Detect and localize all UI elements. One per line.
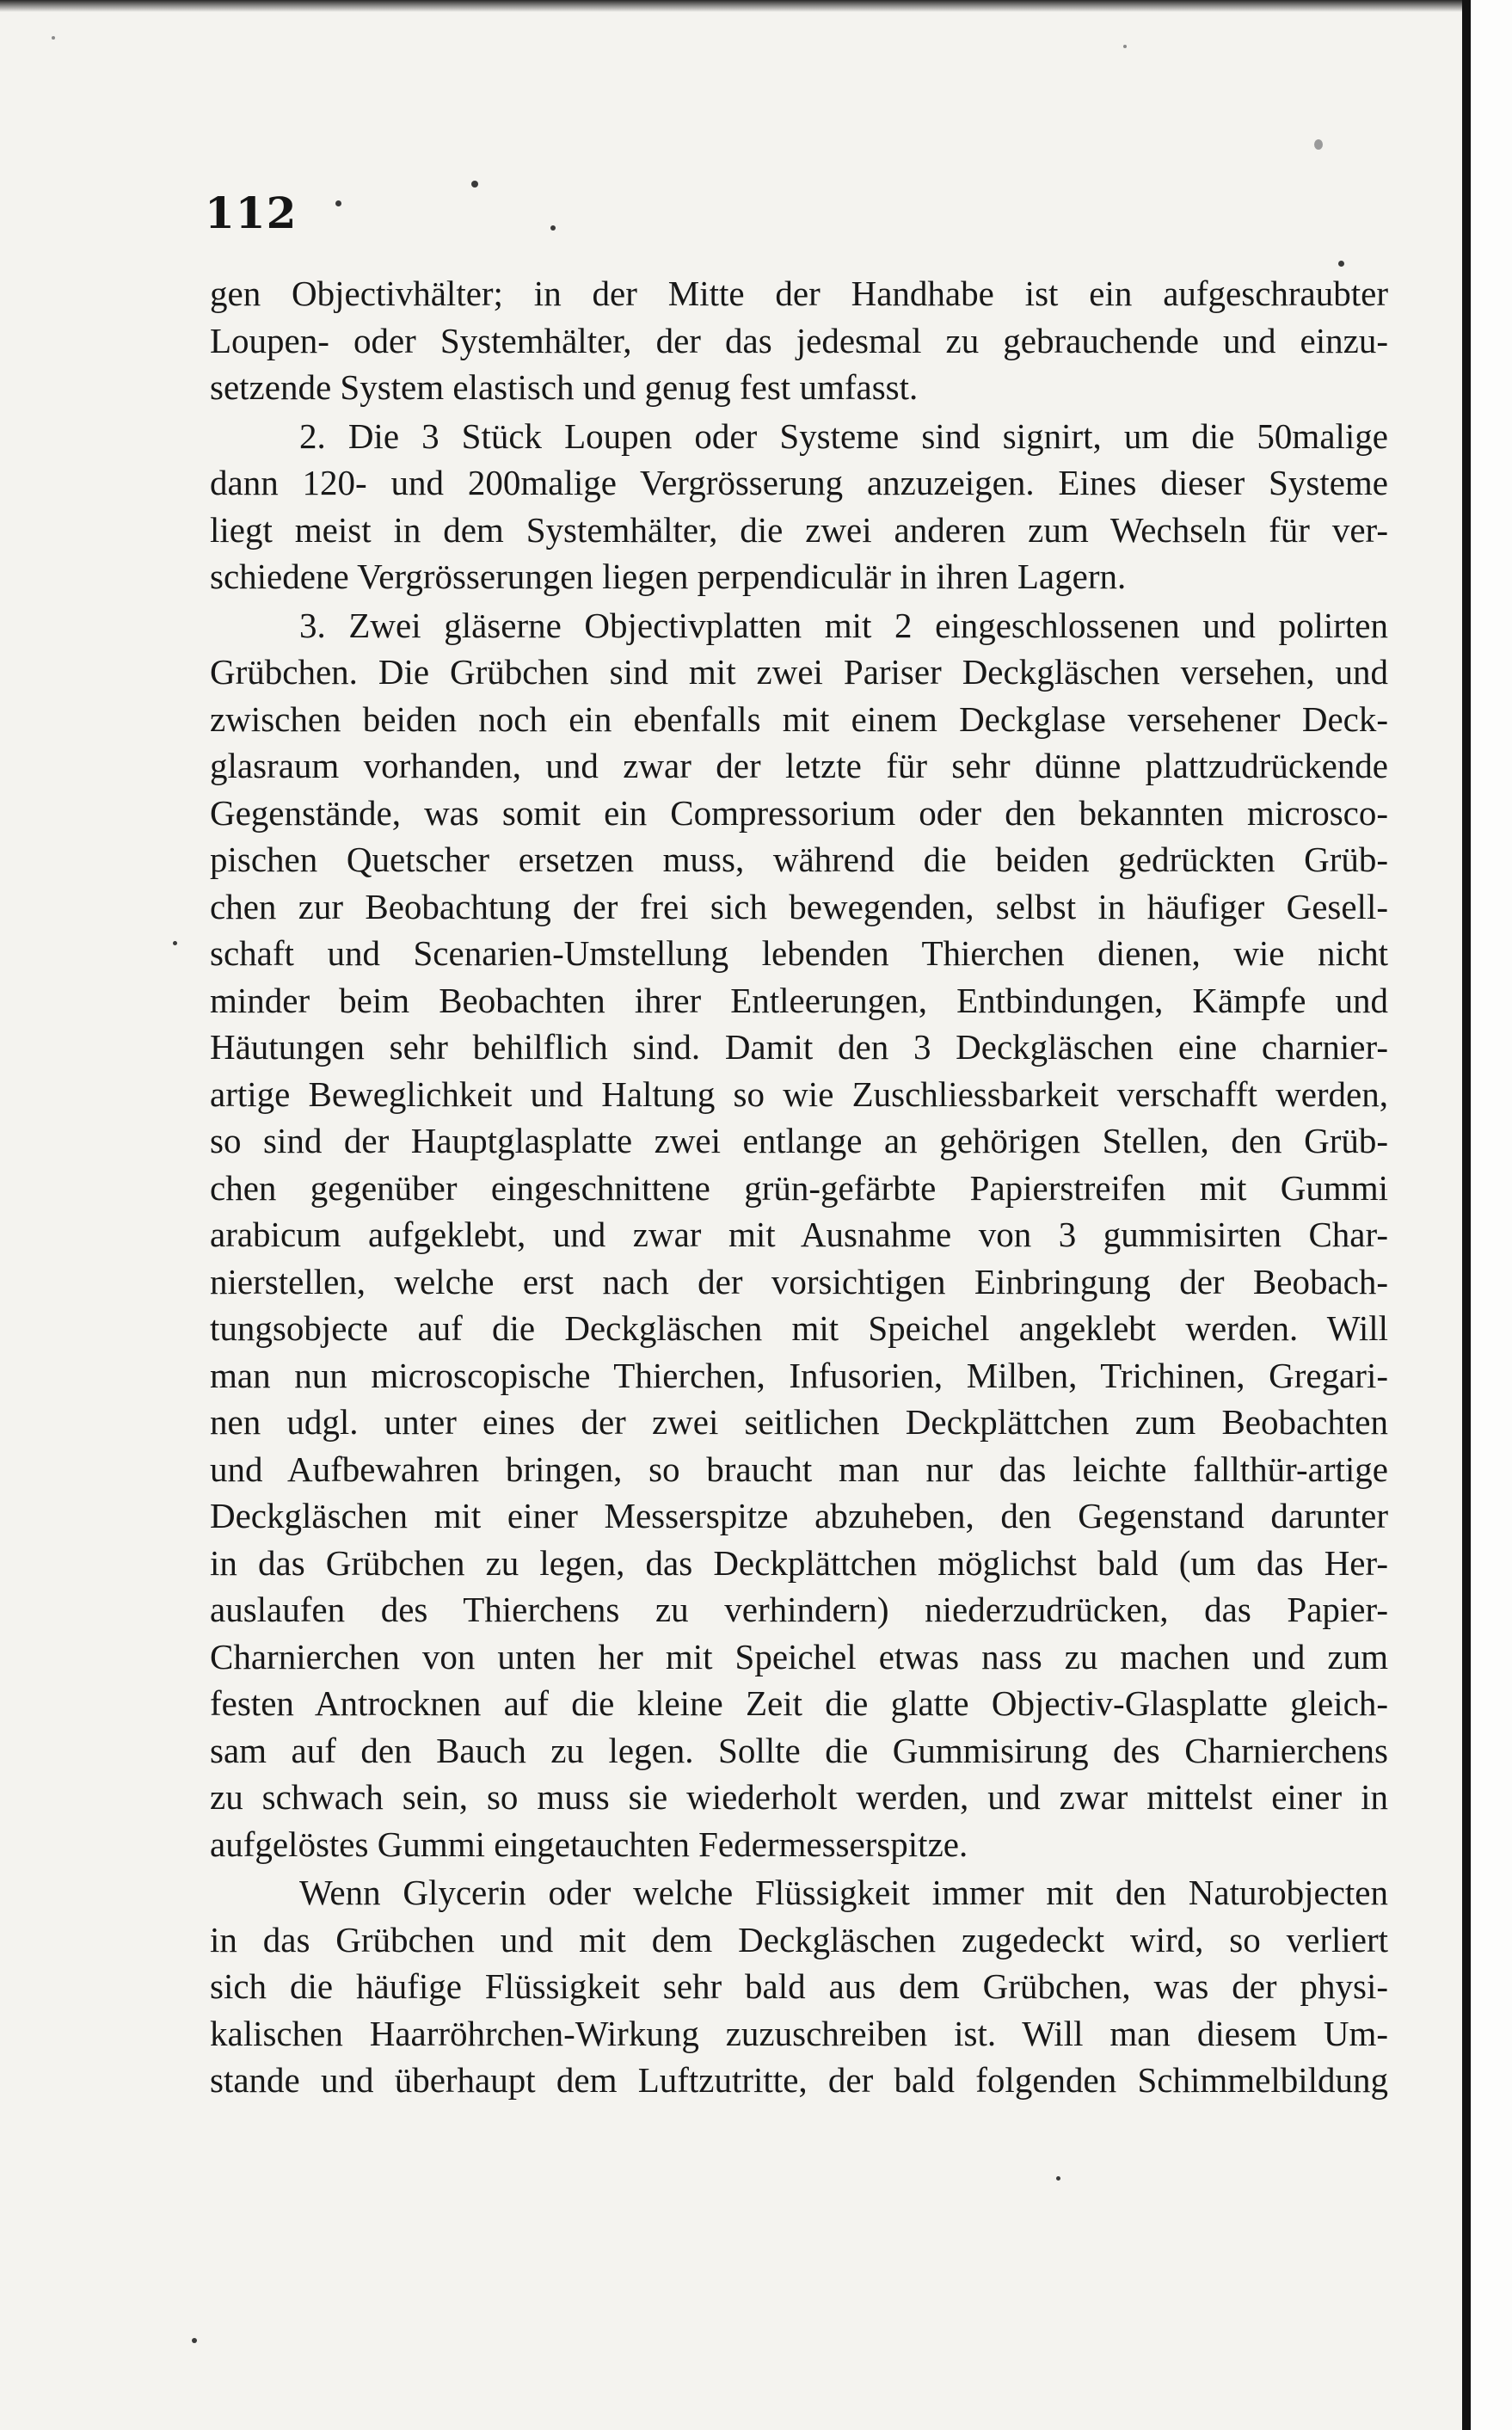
text-line: zwischen beiden noch ein ebenfalls mit einem Deckglase versehener Deck- <box>210 698 1388 739</box>
text-line: nierstellen, welche erst nach der vorsichtigen Einbringung der Beobach- <box>210 1261 1388 1301</box>
text-line: arabicum aufgeklebt, und zwar mit Ausnahme von 3 gummisirten Char- <box>210 1215 1388 1254</box>
text-line: artige Beweglichkeit und Haltung so wie Zuschliessbarkeit verschafft werden, <box>210 1074 1388 1114</box>
text-line: Grübchen. Die Grübchen sind mit zwei Pariser Deckgläschen versehen, und <box>210 652 1388 692</box>
text-line: auslaufen des Thierchens zu verhindern) niederzudrücken, das Papier- <box>210 1590 1388 1629</box>
text-line: sam auf den Bauch zu legen. Sollte die Gummisirung des Charnierchens <box>210 1730 1388 1770</box>
text-line: Deckgläschen mit einer Messerspitze abzuheben, den Gegenstand darunter <box>210 1496 1388 1535</box>
paragraph <box>210 1869 1388 2104</box>
text-line: sich die häufige Flüssigkeit sehr bald aus dem Grübchen, was der physi- <box>210 1966 1388 2006</box>
text-line: aufgelöstes Gummi eingetauchten Federmesserspitze. <box>210 1824 968 1864</box>
text-line: dann 120- und 200malige Vergrösserung anzuzeigen. Eines dieser Systeme <box>210 463 1388 502</box>
text-line: stande und überhaupt dem Luftzutritte, der bald folgenden Schimmelbildung <box>210 2060 1388 2100</box>
text-line: setzende System elastisch und genug fest umfasst. <box>210 367 919 407</box>
text-line: Charnierchen von unten her mit Speichel etwas nass zu machen und zum <box>210 1636 1388 1676</box>
page-edge <box>1462 0 1512 2430</box>
speck <box>550 225 556 231</box>
speck <box>52 36 55 40</box>
speck <box>335 200 341 206</box>
text-line: man nun microscopische Thierchen, Infusorien, Milben, Trichinen, Gregari- <box>210 1355 1388 1395</box>
speck <box>1123 45 1127 48</box>
text-line: so sind der Hauptglasplatte zwei entlange an gehörigen Stellen, den Grüb- <box>210 1121 1388 1160</box>
speck <box>1314 139 1323 150</box>
text-line: chen gegenüber eingeschnittene grün-gefärbte Papierstreifen mit Gummi <box>210 1167 1388 1208</box>
text-line: schiedene Vergrösserungen liegen perpendiculär in ihren Lagern. <box>210 557 1127 596</box>
body-text <box>210 270 1388 2106</box>
speck <box>1338 261 1344 267</box>
speck <box>173 941 177 945</box>
text-line: und Aufbewahren bringen, so braucht man nur das leichte fallthür-artige <box>210 1449 1388 1489</box>
text-line: pischen Quetscher ersetzen muss, während die beiden gedrückten Grüb- <box>210 840 1388 879</box>
text-line: 2. Die 3 Stück Loupen oder Systeme sind signirt, um die 50malige <box>299 415 1388 456</box>
paragraph <box>210 413 1388 600</box>
text-line: Loupen- oder Systemhälter, der das jedesmal zu gebrauchende und einzu- <box>210 320 1388 360</box>
speck <box>192 2338 197 2343</box>
text-line: in das Grübchen und mit dem Deckgläschen zugedeckt wird, so verliert <box>210 1919 1388 1959</box>
text-line: 3. Zwei gläserne Objectivplatten mit 2 eingeschlossenen und polirten <box>299 605 1388 645</box>
text-line: tungsobjecte auf die Deckgläschen mit Speichel angeklebt werden. Will <box>210 1308 1388 1348</box>
speck <box>471 181 478 188</box>
text-line: kalischen Haarröhrchen-Wirkung zuzuschreiben ist. Will man diesem Um- <box>210 2013 1388 2053</box>
text-line: nen udgl. unter eines der zwei seitlichen Deckplättchen zum Beobachten <box>210 1402 1388 1442</box>
page-top-shadow <box>0 0 1462 12</box>
text-line: in das Grübchen zu legen, das Deckplättchen möglichst bald (um das Her- <box>210 1542 1388 1583</box>
text-line: zu schwach sein, so muss sie wiederholt werden, und zwar mittelst einer in <box>210 1777 1388 1817</box>
page-number: 112 <box>205 188 298 238</box>
text-line: festen Antrocknen auf die kleine Zeit die glatte Objectiv-Glasplatte gleich- <box>210 1683 1388 1723</box>
text-line: minder beim Beobachten ihrer Entleerungen, Entbindungen, Kämpfe und <box>210 980 1388 1020</box>
text-line: glasraum vorhanden, und zwar der letzte für sehr dünne plattzudrückende <box>210 746 1388 785</box>
text-line: Gegenstände, was somit ein Compressorium oder den bekannten microsco- <box>210 792 1388 833</box>
speck <box>1056 2176 1060 2181</box>
paragraph <box>210 270 1388 411</box>
text-line: chen zur Beobachtung der frei sich bewegenden, selbst in häufiger Gesell- <box>210 886 1388 926</box>
text-line: Häutungen sehr behilflich sind. Damit den 3 Deckgläschen eine charnier- <box>210 1027 1388 1067</box>
text-line: Wenn Glycerin oder welche Flüssigkeit immer mit den Naturobjecten <box>299 1873 1388 1912</box>
text-line: schaft und Scenarien-Umstellung lebenden Thierchen dienen, wie nicht <box>210 933 1388 973</box>
text-line: gen Objectivhälter; in der Mitte der Handhabe ist ein aufgeschraubter <box>210 274 1388 313</box>
text-line: liegt meist in dem Systemhälter, die zwei anderen zum Wechseln für ver- <box>210 509 1388 550</box>
paragraph <box>210 602 1388 1868</box>
